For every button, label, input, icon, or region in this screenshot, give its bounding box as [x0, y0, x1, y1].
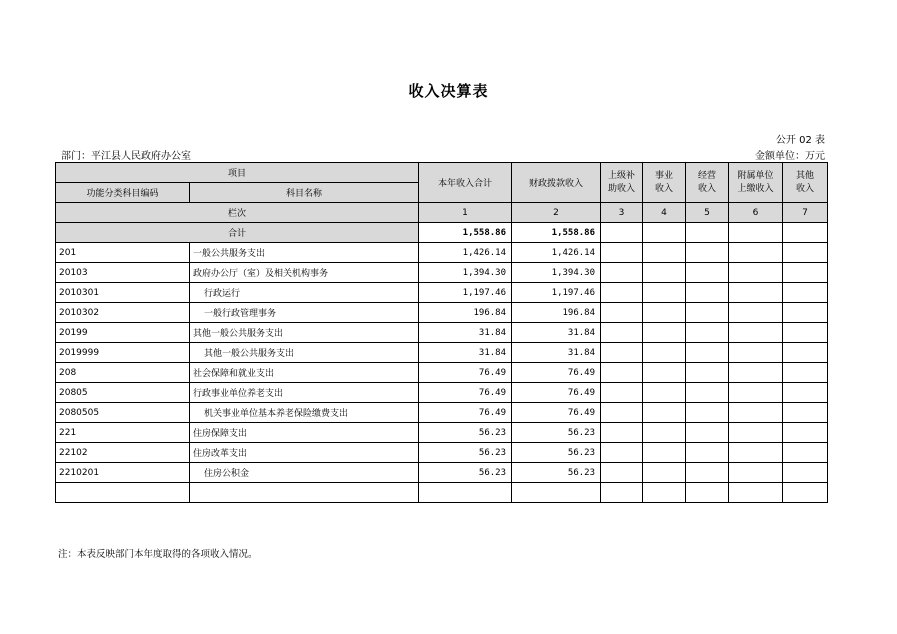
header-subject-name: 科目名称: [190, 183, 419, 203]
empty-cell: [729, 223, 783, 243]
empty-cell: [56, 483, 190, 503]
total-income-value: 76.49: [419, 383, 512, 403]
empty-cell: [729, 343, 783, 363]
empty-cell: [601, 283, 643, 303]
blank-row: [56, 483, 828, 503]
column-number-label: 栏次: [56, 203, 419, 223]
subject-name: 政府办公厅（室）及相关机构事务: [190, 263, 419, 283]
empty-cell: [729, 443, 783, 463]
column-number-row: [56, 203, 828, 223]
header-operating-line1: 经营: [698, 170, 717, 181]
function-code: 221: [56, 423, 190, 443]
header-business-line2: 收入: [655, 183, 674, 194]
empty-cell: [783, 383, 828, 403]
empty-cell: [643, 283, 686, 303]
function-code: 20805: [56, 383, 190, 403]
empty-cell: [686, 223, 729, 243]
empty-cell: [729, 323, 783, 343]
total-income-value: 76.49: [419, 403, 512, 423]
function-code: 201: [56, 243, 190, 263]
empty-cell: [643, 443, 686, 463]
empty-cell: [601, 243, 643, 263]
table-row: [56, 343, 828, 363]
page-title: 收入决算表: [408, 82, 489, 100]
empty-cell: [783, 223, 828, 243]
empty-cell: [729, 363, 783, 383]
amount-unit-label: 金额单位：万元: [755, 151, 825, 162]
fiscal-income-value: 31.84: [512, 343, 601, 363]
empty-cell: [783, 463, 828, 483]
subject-name: 住房保障支出: [190, 423, 419, 443]
total-income-value: 56.23: [419, 423, 512, 443]
column-number: 4: [643, 203, 686, 223]
table-row: [56, 403, 828, 423]
empty-cell: [601, 483, 643, 503]
empty-cell: [783, 443, 828, 463]
header-other-line2: 收入: [796, 183, 815, 194]
function-code: 2010302: [56, 303, 190, 323]
empty-cell: [783, 243, 828, 263]
fiscal-income-value: 1,197.46: [512, 283, 601, 303]
function-code: 2210201: [56, 463, 190, 483]
fiscal-income-value: 76.49: [512, 383, 601, 403]
empty-cell: [601, 383, 643, 403]
table-row: [56, 323, 828, 343]
header-superior-subsidy-line2: 助收入: [608, 183, 636, 194]
fiscal-income-value: 56.23: [512, 423, 601, 443]
fiscal-income-value: 56.23: [512, 443, 601, 463]
subject-name: 住房公积金: [190, 463, 419, 483]
header-affiliated-income: [729, 163, 783, 203]
empty-cell: [686, 323, 729, 343]
empty-cell: [686, 343, 729, 363]
empty-cell: [783, 403, 828, 423]
empty-cell: [643, 403, 686, 423]
empty-cell: [783, 323, 828, 343]
empty-cell: [686, 283, 729, 303]
empty-cell: [783, 303, 828, 323]
empty-cell: [601, 263, 643, 283]
empty-cell: [601, 303, 643, 323]
subject-name: 行政运行: [190, 283, 419, 303]
empty-cell: [643, 383, 686, 403]
empty-cell: [729, 303, 783, 323]
empty-cell: [686, 363, 729, 383]
table-footnote: 注：本表反映部门本年度取得的各项收入情况。: [58, 549, 258, 560]
empty-cell: [643, 423, 686, 443]
table-row: [56, 443, 828, 463]
empty-cell: [601, 363, 643, 383]
empty-cell: [783, 423, 828, 443]
table-row: [56, 383, 828, 403]
empty-cell: [601, 343, 643, 363]
header-other-line1: 其他: [796, 170, 815, 181]
empty-cell: [643, 463, 686, 483]
function-code: 2019999: [56, 343, 190, 363]
table-row: [56, 363, 828, 383]
empty-cell: [686, 403, 729, 423]
total-income-value: 196.84: [419, 303, 512, 323]
fiscal-income-value: 1,426.14: [512, 243, 601, 263]
fiscal-income-value: 31.84: [512, 323, 601, 343]
empty-cell: [601, 423, 643, 443]
total-fiscal-value: 1,558.86: [512, 223, 601, 243]
empty-cell: [686, 383, 729, 403]
header-fiscal-income: 财政拨款收入: [512, 163, 601, 203]
empty-cell: [783, 343, 828, 363]
empty-cell: [601, 443, 643, 463]
form-number: 公开 02 表: [775, 135, 825, 146]
empty-cell: [686, 303, 729, 323]
subject-name: 一般行政管理事务: [190, 303, 419, 323]
subject-name: 社会保障和就业支出: [190, 363, 419, 383]
empty-cell: [686, 443, 729, 463]
empty-cell: [729, 263, 783, 283]
empty-cell: [686, 463, 729, 483]
header-business-line1: 事业: [655, 170, 674, 181]
function-code: 2080505: [56, 403, 190, 423]
empty-cell: [419, 483, 512, 503]
empty-cell: [729, 463, 783, 483]
table-row: [56, 283, 828, 303]
empty-cell: [643, 343, 686, 363]
header-business-income: [643, 163, 686, 203]
table-row: [56, 243, 828, 263]
function-code: 20103: [56, 263, 190, 283]
empty-cell: [686, 243, 729, 263]
fiscal-income-value: 76.49: [512, 403, 601, 423]
empty-cell: [601, 323, 643, 343]
empty-cell: [729, 383, 783, 403]
function-code: 2010301: [56, 283, 190, 303]
empty-cell: [643, 323, 686, 343]
empty-cell: [729, 283, 783, 303]
total-income-value: 31.84: [419, 343, 512, 363]
table-row: [56, 463, 828, 483]
total-income-value: 1,558.86: [419, 223, 512, 243]
empty-cell: [512, 483, 601, 503]
total-label: 合计: [56, 223, 419, 243]
column-number: 3: [601, 203, 643, 223]
fiscal-income-value: 196.84: [512, 303, 601, 323]
column-number: 5: [686, 203, 729, 223]
subject-name: 行政事业单位养老支出: [190, 383, 419, 403]
header-operating-line2: 收入: [698, 183, 717, 194]
fiscal-income-value: 76.49: [512, 363, 601, 383]
total-income-value: 1,394.30: [419, 263, 512, 283]
empty-cell: [686, 483, 729, 503]
column-number: 1: [419, 203, 512, 223]
empty-cell: [643, 303, 686, 323]
header-affiliated-line1: 附属单位: [737, 170, 774, 181]
subject-name: 机关事业单位基本养老保险缴费支出: [190, 403, 419, 423]
empty-cell: [686, 263, 729, 283]
fiscal-income-value: 56.23: [512, 463, 601, 483]
header-superior-subsidy-line1: 上级补: [608, 170, 636, 181]
empty-cell: [729, 243, 783, 263]
table-row: [56, 423, 828, 443]
header-superior-subsidy: [601, 163, 643, 203]
header-function-code: 功能分类科目编码: [56, 183, 190, 203]
header-operating-income: [686, 163, 729, 203]
total-income-value: 1,197.46: [419, 283, 512, 303]
subject-name: 其他一般公共服务支出: [190, 343, 419, 363]
table-row: [56, 263, 828, 283]
total-income-value: 56.23: [419, 463, 512, 483]
subject-name: 一般公共服务支出: [190, 243, 419, 263]
header-total-income: 本年收入合计: [419, 163, 512, 203]
subject-name: 住房改革支出: [190, 443, 419, 463]
empty-cell: [729, 403, 783, 423]
empty-cell: [643, 363, 686, 383]
column-number: 2: [512, 203, 601, 223]
empty-cell: [643, 263, 686, 283]
empty-cell: [729, 423, 783, 443]
total-income-value: 31.84: [419, 323, 512, 343]
empty-cell: [783, 263, 828, 283]
empty-cell: [643, 243, 686, 263]
empty-cell: [601, 463, 643, 483]
total-income-value: 56.23: [419, 443, 512, 463]
function-code: 20199: [56, 323, 190, 343]
empty-cell: [601, 403, 643, 423]
header-other-income: [783, 163, 828, 203]
empty-cell: [686, 423, 729, 443]
empty-cell: [783, 483, 828, 503]
fiscal-income-value: 1,394.30: [512, 263, 601, 283]
header-affiliated-line2: 上缴收入: [737, 183, 774, 194]
empty-cell: [729, 483, 783, 503]
empty-cell: [783, 283, 828, 303]
header-item: 项目: [56, 163, 419, 183]
empty-cell: [783, 363, 828, 383]
function-code: 22102: [56, 443, 190, 463]
table-row: [56, 303, 828, 323]
income-final-account-table: [55, 162, 828, 503]
function-code: 208: [56, 363, 190, 383]
department-label: 部门：平江县人民政府办公室: [61, 151, 191, 162]
total-income-value: 76.49: [419, 363, 512, 383]
empty-cell: [643, 483, 686, 503]
subject-name: 其他一般公共服务支出: [190, 323, 419, 343]
column-number: 6: [729, 203, 783, 223]
total-row: [56, 223, 828, 243]
empty-cell: [601, 223, 643, 243]
total-income-value: 1,426.14: [419, 243, 512, 263]
column-number: 7: [783, 203, 828, 223]
empty-cell: [643, 223, 686, 243]
empty-cell: [190, 483, 419, 503]
